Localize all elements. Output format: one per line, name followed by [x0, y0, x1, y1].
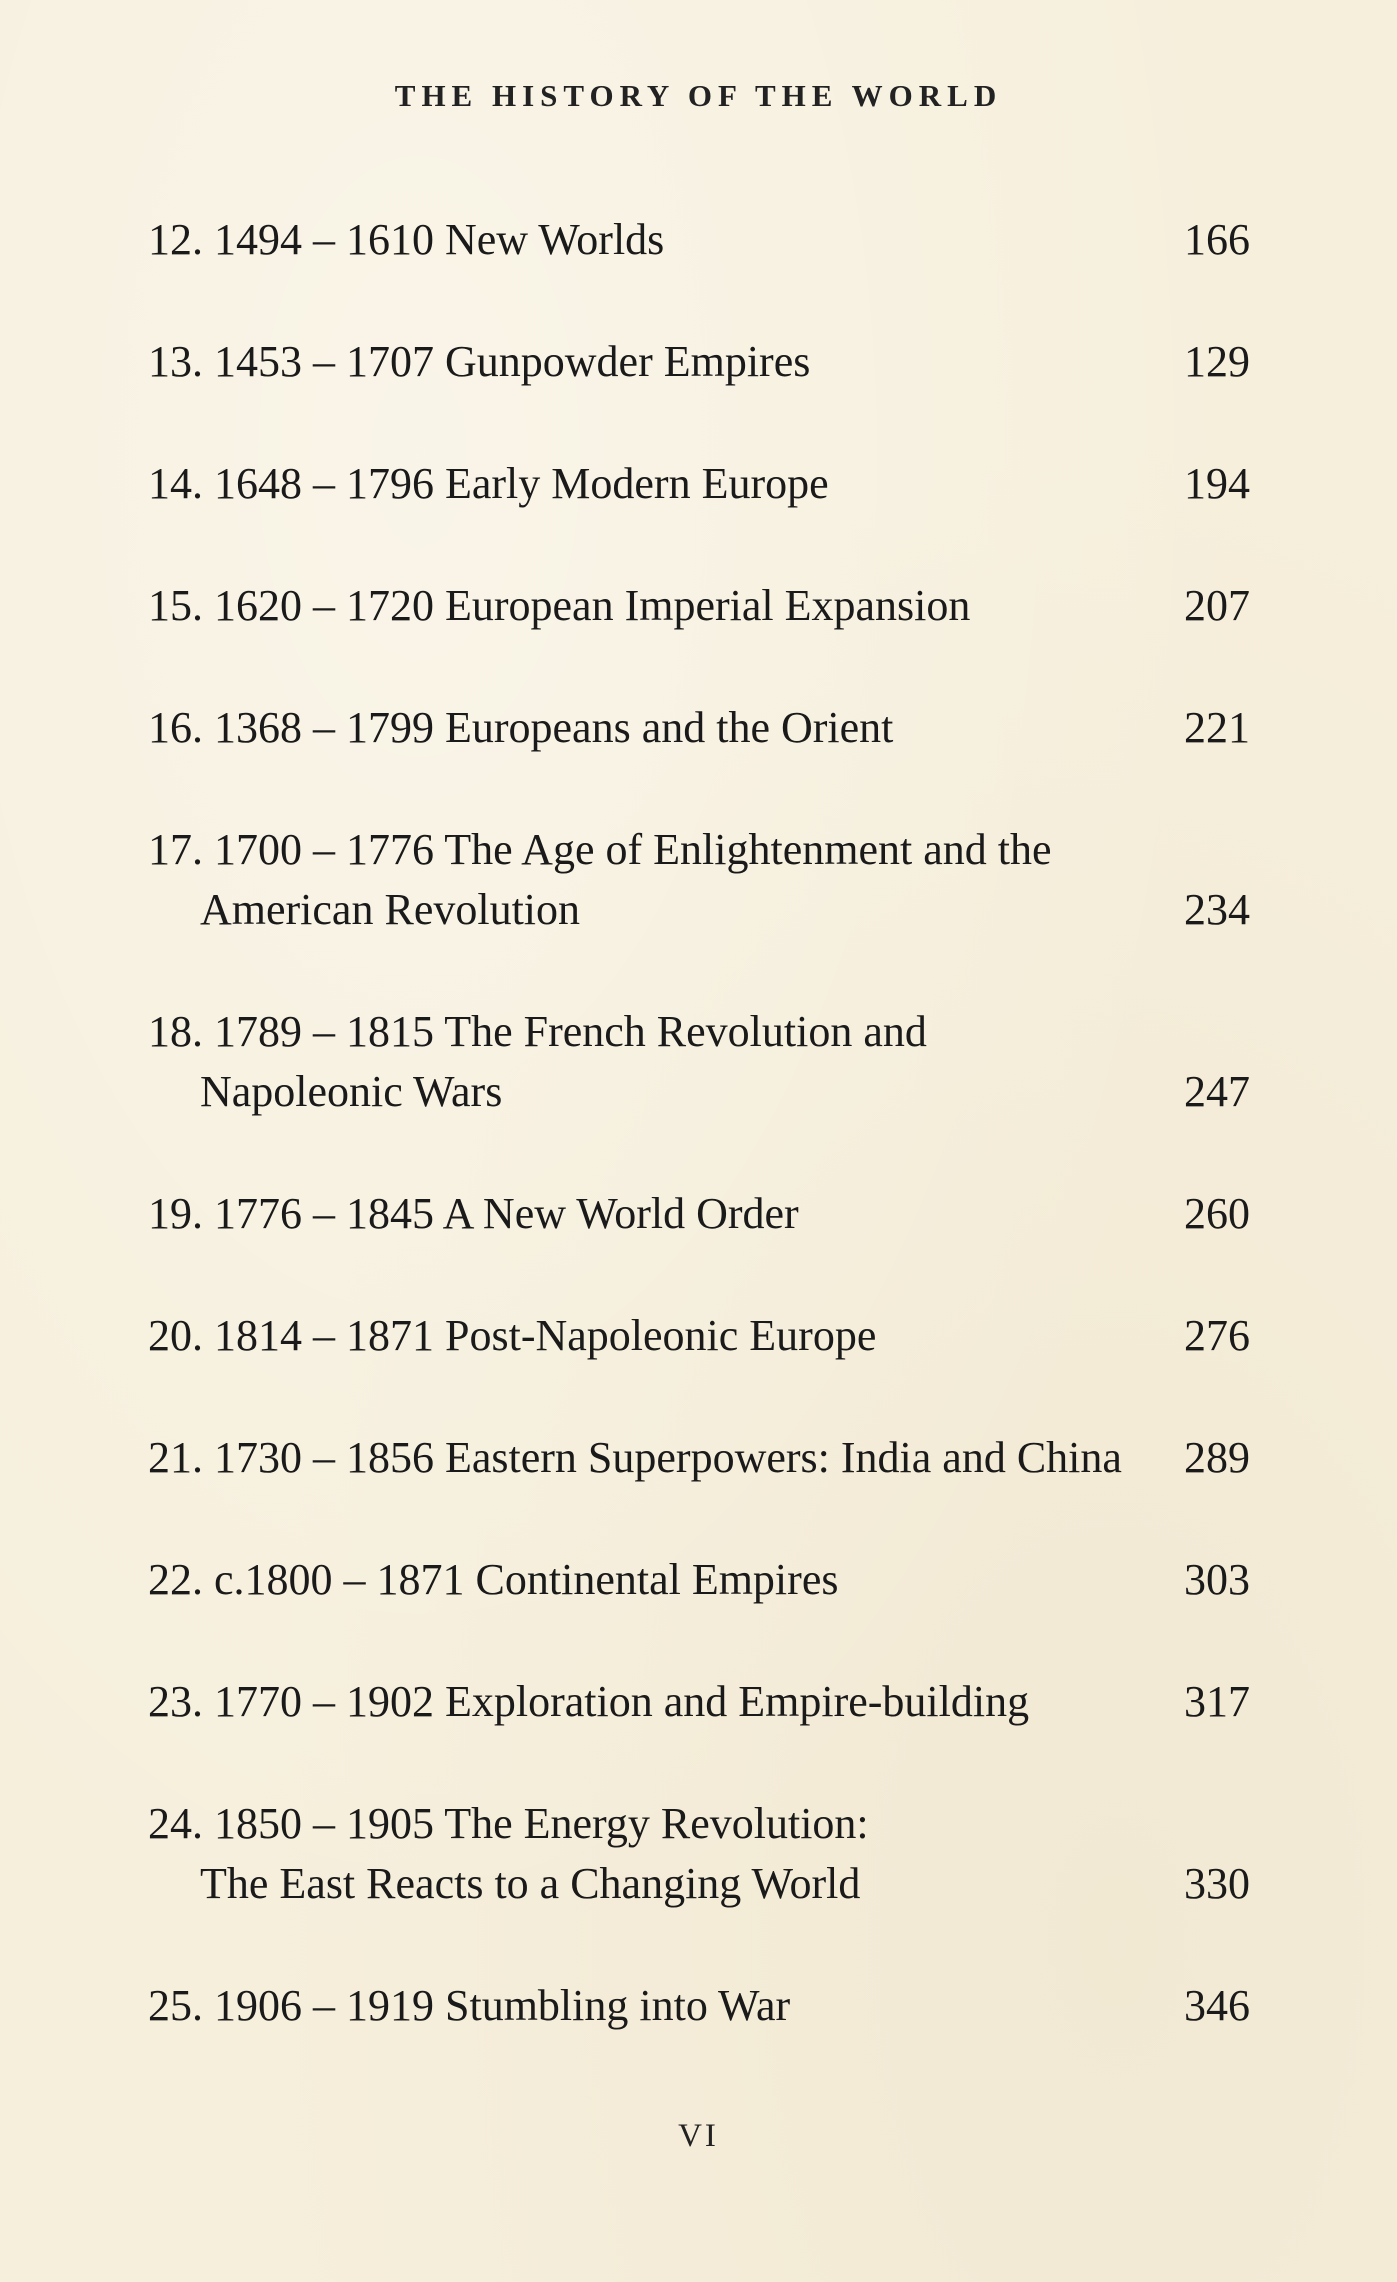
toc-entry — [148, 210, 1250, 270]
toc-entry-title — [148, 1550, 1250, 1610]
toc-entry — [148, 1794, 1250, 1914]
toc-entry-title-text: 1494 – 1610 New Worlds — [214, 215, 665, 264]
toc-entry-number: 15. — [148, 581, 203, 630]
toc-entry-title — [148, 454, 1250, 514]
toc-entry-page-number: 247 — [1184, 1067, 1250, 1116]
toc-entry-title — [148, 698, 1250, 758]
toc-entry-title-text: 1789 – 1815 The French Revolution and — [214, 1007, 927, 1056]
toc-entry-title-text: 1906 – 1919 Stumbling into War — [214, 1981, 791, 2030]
toc-entry-number: 18. — [148, 1007, 203, 1056]
toc-entry — [148, 698, 1250, 758]
toc-entry-number: 12. — [148, 215, 203, 264]
toc-entry-page-number: 303 — [1184, 1555, 1250, 1604]
toc-entry-title-text: 1850 – 1905 The Energy Revolution: — [214, 1799, 869, 1848]
toc-entry-title-text: 1368 – 1799 Europeans and the Orient — [214, 703, 894, 752]
toc-entry-title-text: 1453 – 1707 Gunpowder Empires — [214, 337, 811, 386]
toc-entry-title — [148, 210, 1250, 270]
toc-entry-title — [148, 332, 1250, 392]
toc-entry-title-text: 1730 – 1856 Eastern Superpowers: India and China — [214, 1433, 1122, 1482]
toc-entry — [148, 1428, 1250, 1488]
toc-entry-title — [148, 1306, 1250, 1366]
toc-entry-title — [148, 576, 1250, 636]
toc-entry-page-number: 289 — [1184, 1433, 1250, 1482]
toc-entry-page-number: 166 — [1184, 215, 1250, 264]
toc-entry-number: 17. — [148, 825, 203, 874]
toc-entry-page-number: 346 — [1184, 1981, 1250, 2030]
toc-entry-title — [148, 1002, 1250, 1122]
toc-entry-title-text: 1620 – 1720 European Imperial Expansion — [214, 581, 971, 630]
toc-entry-title — [148, 1794, 1250, 1914]
toc-entry-title — [148, 1672, 1250, 1732]
toc-entry — [148, 1672, 1250, 1732]
toc-entry-title-text: 1648 – 1796 Early Modern Europe — [214, 459, 829, 508]
toc-entry-number: 22. — [148, 1555, 203, 1604]
toc-entry-title — [148, 820, 1250, 940]
toc-entry-page-number: 260 — [1184, 1189, 1250, 1238]
page-folio: VI — [678, 2118, 719, 2154]
toc-entry-page-number: 221 — [1184, 703, 1250, 752]
toc-entry — [148, 820, 1250, 940]
toc-entry — [148, 1002, 1250, 1122]
toc-entry-title-continuation: The East Reacts to a Changing World — [200, 1859, 861, 1908]
toc-entry-page-number: 330 — [1184, 1859, 1250, 1908]
toc-entry-title-text: 1700 – 1776 The Age of Enlightenment and the — [214, 825, 1052, 874]
toc-entry-number: 16. — [148, 703, 203, 752]
toc-entry — [148, 332, 1250, 392]
toc-entry-title-text: 1814 – 1871 Post-Napoleonic Europe — [214, 1311, 877, 1360]
toc-entry-title — [148, 1184, 1250, 1244]
toc-entry-page-number: 207 — [1184, 581, 1250, 630]
toc-entry-number: 21. — [148, 1433, 203, 1482]
toc-entry-number: 24. — [148, 1799, 203, 1848]
toc-entry — [148, 454, 1250, 514]
toc-entry — [148, 1550, 1250, 1610]
toc-entry-title-text: c.1800 – 1871 Continental Empires — [214, 1555, 839, 1604]
toc-entry — [148, 1184, 1250, 1244]
toc-entry-number: 14. — [148, 459, 203, 508]
toc-entry-page-number: 234 — [1184, 885, 1250, 934]
toc-entry-number: 20. — [148, 1311, 203, 1360]
toc-entry — [148, 1976, 1250, 2036]
toc-entry-title-text: 1770 – 1902 Exploration and Empire-building — [214, 1677, 1030, 1726]
toc-entry-title-continuation: Napoleonic Wars — [200, 1067, 503, 1116]
toc-entry-number: 19. — [148, 1189, 203, 1238]
toc-entry-number: 13. — [148, 337, 203, 386]
toc-entry-title — [148, 1976, 1250, 2036]
toc-entry-page-number: 317 — [1184, 1677, 1250, 1726]
toc-entry-title-continuation: American Revolution — [200, 885, 581, 934]
toc-entry-page-number: 276 — [1184, 1311, 1250, 1360]
toc-entry — [148, 1306, 1250, 1366]
toc-entry-number: 23. — [148, 1677, 203, 1726]
toc-entry-page-number: 129 — [1184, 337, 1250, 386]
toc-entry-page-number: 194 — [1184, 459, 1250, 508]
toc-entry-number: 25. — [148, 1981, 203, 2030]
toc-entry — [148, 576, 1250, 636]
toc-entry-title-text: 1776 – 1845 A New World Order — [214, 1189, 799, 1238]
toc-entry-title — [148, 1428, 1250, 1488]
running-head: THE HISTORY OF THE WORLD — [394, 78, 1003, 113]
